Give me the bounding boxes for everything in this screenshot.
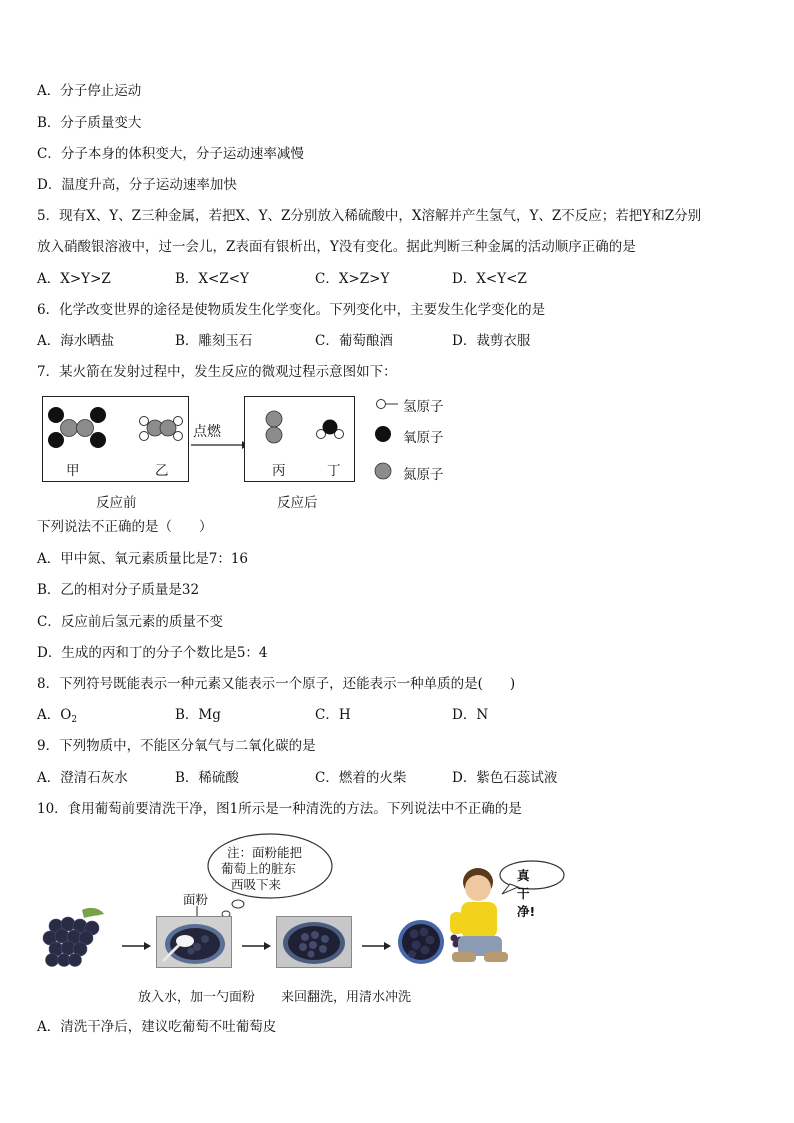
q10-option-a: A．清洗干净后，建议吃葡萄不吐葡萄皮 [37, 1019, 277, 1035]
hydrogen-legend-icon [377, 400, 386, 409]
caption-step-1: 放入水，加一勺面粉 [138, 990, 256, 1005]
q4-option-d: D．温度升高，分子运动速率加快 [37, 177, 237, 193]
nitrogen-atom [77, 420, 94, 437]
clean-grapes-photo [396, 912, 446, 968]
clean-grapes-drawing [396, 912, 446, 968]
q8-option-a-text: A．O [37, 707, 72, 723]
oxygen-atom [48, 432, 64, 448]
pot-with-flour-photo [156, 916, 232, 968]
molecule-yi [140, 417, 183, 441]
q7-option-a: A．甲中氮、氧元素质量比是7：16 [37, 551, 249, 567]
q5-option-a: A．X>Y>Z [37, 271, 111, 287]
q7-option-b: B．乙的相对分子质量是32 [37, 582, 200, 598]
molecule-ding [317, 420, 344, 439]
q10-stem: 10．食用葡萄前要清洗干净，图1所示是一种清洗的方法。下列说法中不正确的是 [37, 801, 522, 817]
kid-bubble-text: 真干净! [517, 868, 536, 919]
step-arrow-icon [362, 940, 392, 952]
oxygen-atom [48, 407, 64, 423]
q8-option-a-subscript: 2 [71, 715, 78, 725]
reaction-diagram [40, 392, 460, 512]
nitrogen-legend-icon [375, 463, 391, 479]
q9-stem: 9．下列物质中，不能区分氧气与二氧化碳的是 [37, 738, 316, 754]
label-yi: 乙 [155, 463, 169, 479]
caption-after: 反应后 [277, 495, 318, 511]
q6-stem: 6．化学改变世界的途径是使物质发生化学变化。下列变化中，主要发生化学变化的是 [37, 302, 546, 318]
q5-option-b: B．X<Z<Y [175, 271, 249, 287]
q5-option-d: D．X<Y<Z [452, 271, 527, 287]
q8-option-d: D．N [452, 707, 489, 723]
oxygen-legend-icon [375, 426, 391, 442]
flour-label: 面粉 [183, 892, 209, 907]
q9-option-d: D．紫色石蕊试液 [452, 770, 558, 786]
legend-oxygen: 氧原子 [403, 430, 444, 446]
oxygen-atom [323, 420, 338, 435]
q7-option-d: D．生成的丙和丁的分子个数比是5：4 [37, 645, 268, 661]
nitrogen-atom [160, 420, 176, 436]
grape-bunch-image [38, 904, 110, 974]
label-ding: 丁 [327, 463, 341, 479]
q6-option-b: B．雕刻玉石 [175, 333, 253, 349]
q4-option-a: A．分子停止运动 [37, 83, 142, 99]
caption-before: 反应前 [96, 495, 137, 511]
label-jia: 甲 [66, 463, 80, 479]
hydrogen-atom [140, 417, 149, 426]
molecule-bing [266, 411, 282, 443]
step-arrow-icon [242, 940, 272, 952]
rinsing-grapes-photo [276, 916, 352, 968]
q4-option-b: B．分子质量变大 [37, 115, 142, 131]
q6-option-a: A．海水晒盐 [37, 333, 115, 349]
q6-option-c: C．葡萄酿酒 [315, 333, 393, 349]
q9-option-c: C．燃着的火柴 [315, 770, 407, 786]
bubble-note-line1: 注：面粉能把 [227, 845, 303, 860]
legend-nitrogen: 氮原子 [403, 467, 444, 483]
nitrogen-atom [61, 420, 78, 437]
step-arrow-icon [122, 940, 152, 952]
q6-option-d: D．裁剪衣服 [452, 333, 531, 349]
q7-question: 下列说法不正确的是（ ） [37, 519, 213, 535]
before-box [42, 396, 189, 482]
q8-option-b: B．Mg [175, 707, 221, 723]
q8-option-a [37, 706, 77, 729]
nitrogen-atom [266, 427, 282, 443]
legend-hydrogen: 氢原子 [403, 399, 444, 415]
q8-option-c: C．H [315, 707, 351, 723]
after-box [244, 396, 355, 482]
hydrogen-atom [140, 432, 149, 441]
q8-stem: 8．下列符号既能表示一种元素又能表示一个原子，还能表示一种单质的是( ) [37, 676, 516, 692]
bubble-note-line2: 葡萄上的脏东 [221, 861, 297, 876]
oxygen-atom [90, 432, 106, 448]
q5-stem-line2: 放入硝酸银溶液中，过一会儿，Z表面有银析出，Y没有变化。据此判断三种金属的活动顺序正确的是 [37, 239, 636, 255]
arrow-label: 点燃 [193, 424, 221, 440]
q5-option-c: C．X>Z>Y [315, 271, 390, 287]
q7-stem: 7．某火箭在发射过程中，发生反应的微观过程示意图如下： [37, 364, 397, 380]
q7-option-c: C．反应前后氢元素的质量不变 [37, 614, 223, 630]
bubble-note-line3: 西吸下来 [231, 877, 282, 892]
caption-step-2: 来回翻洗，用清水冲洗 [281, 990, 412, 1005]
oxygen-atom [90, 407, 106, 423]
q9-option-a: A．澄清石灰水 [37, 770, 128, 786]
reaction-arrow [190, 438, 250, 452]
grape-washing-figure [36, 832, 536, 1007]
q4-option-c: C．分子本身的体积变大，分子运动速率减慢 [37, 146, 304, 162]
rinse-drawing [277, 917, 351, 967]
q5-stem-line1: 5．现有X、Y、Z三种金属，若把X、Y、Z分别放入稀硫酸中，X溶解并产生氢气，Y、Z不反应；若把Y和Z分别 [37, 208, 702, 224]
q9-option-b: B．稀硫酸 [175, 770, 239, 786]
pot-flour-drawing [157, 917, 231, 967]
molecule-jia [48, 407, 106, 448]
label-bing: 丙 [272, 463, 286, 479]
nitrogen-atom [266, 411, 282, 427]
